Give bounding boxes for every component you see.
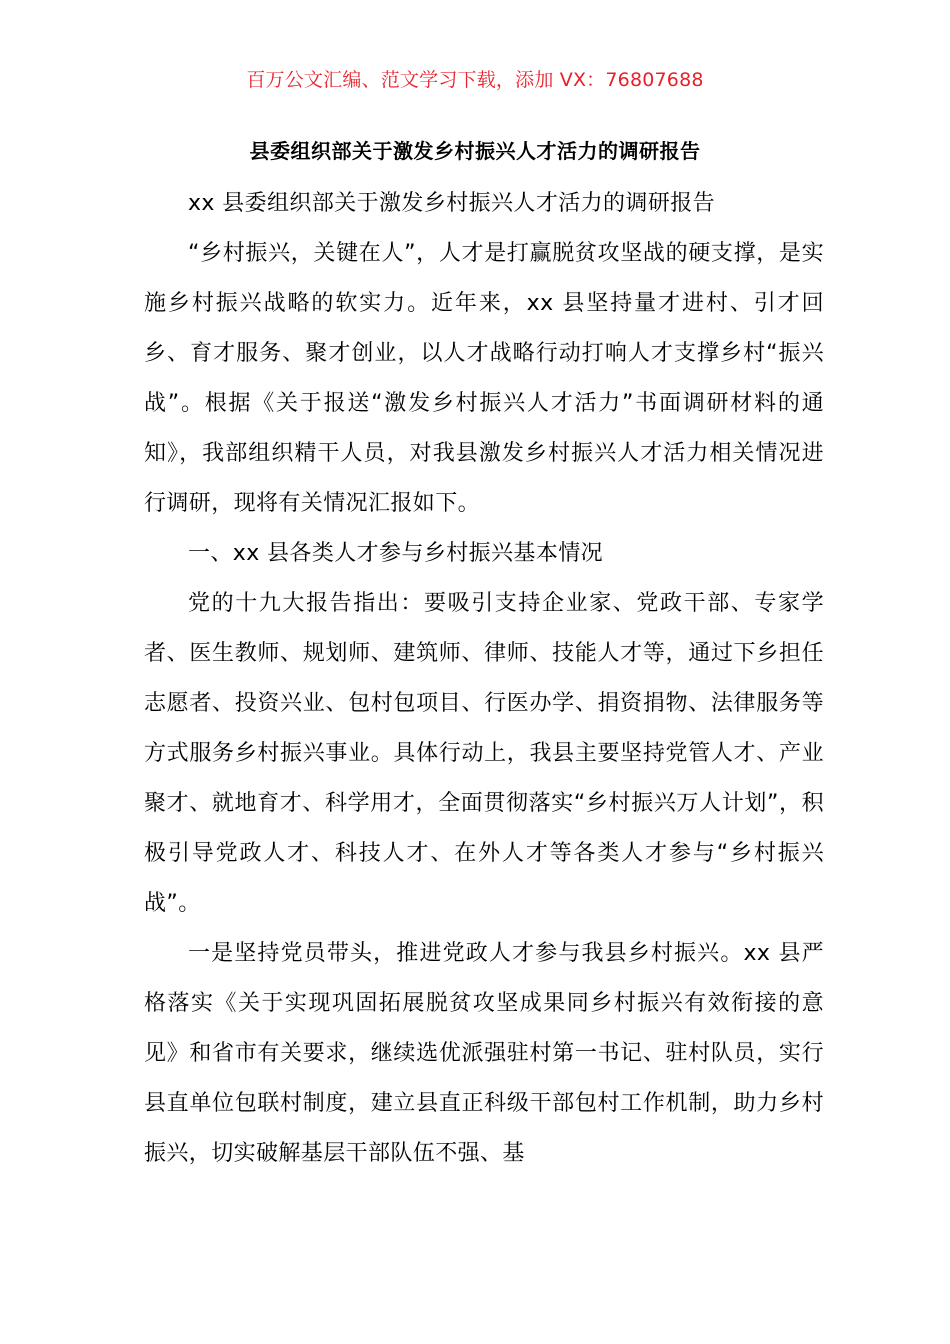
document-body [144,179,824,1179]
document-subtitle: xx 县委组织部关于激发乡村振兴人才活力的调研报告 [188,191,716,216]
document-title: 县委组织部关于激发乡村振兴人才活力的调研报告 [249,139,701,163]
paragraph-section-1: 党的十九大报告指出：要吸引支持企业家、党政干部、专家学者、医生教师、规划师、建筑师、律师、技能人才等，通过下乡担任志愿者、投资兴业、包村包项目、行医办学、捐资捐物、法律服务等方式服务乡村振兴事业。具体行动上，我县主要坚持党管人才、产业聚才、就地育才、科学用才，全面贯彻落实“乡村振兴万人计划”，积极引导党政人才、科技人才、在外人才等各类人才参与“乡村振兴战”。 [144,591,824,916]
download-banner: 百万公文汇编、范文学习下载，添加 VX：76807688 [246,69,704,91]
section-heading-1: 一、xx 县各类人才参与乡村振兴基本情况 [188,541,604,566]
paragraph-party-talent: 一是坚持党员带头，推进党政人才参与我县乡村振兴。xx 县严格落实《关于实现巩固拓展脱贫攻坚成果同乡村振兴有效衔接的意见》和省市有关要求，继续选优派强驻村第一书记、驻村队员，实行县直单位包联村制度，建立县直正科级干部包村工作机制，助力乡村振兴，切实破解基层干部队伍不强、基 [144,941,824,1166]
paragraph-intro: “乡村振兴，关键在人”，人才是打赢脱贫攻坚战的硬支撑，是实施乡村振兴战略的软实力。近年来，xx 县坚持量才进村、引才回乡、育才服务、聚才创业，以人才战略行动打响人才支撑乡村“振兴战”。根据《关于报送“激发乡村振兴人才活力”书面调研材料的通知》，我部组织精干人员，对我县激发乡村振兴人才活力相关情况进行调研，现将有关情况汇报如下。 [144,241,824,516]
